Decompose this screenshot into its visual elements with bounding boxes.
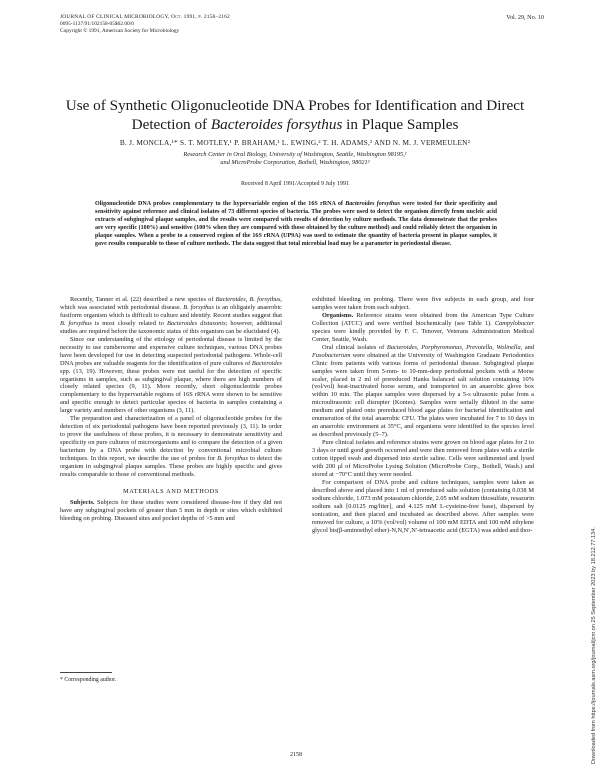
text-run: Since our understanding of the etiology of periodontal disease is limited by the necessity to use cumbersome and expensive culture techniques, various DNA probes have been developed for use in detecting suspected periodontal pathogens. Whole-cell DNA probes are valuable reagents for the identification of pure cultures of (60, 335, 282, 367)
organism-name: Bacteroides distasonis (167, 319, 226, 327)
organism-name: Porphyromonas (421, 343, 462, 351)
organism-name: B. forsythus (60, 319, 92, 327)
affiliations (60, 151, 530, 167)
text-run: ; however, additional studies are required before the taxonomic status of this organism can be elucidated (4). (60, 319, 283, 335)
author-list: B. J. MONCLA,¹* S. T. MOTLEY,¹ P. BRAHAM,¹ L. EWING,² T. H. ADAMS,² AND N. M. J. VERMEULEN² (119, 138, 471, 147)
corresponding-author-footnote: * Corresponding author. (60, 677, 117, 683)
clinical-isolates-paragraph (312, 344, 534, 439)
title-part-2: in Plaque Samples (342, 116, 459, 133)
text-run: were obtained at the University of Washington Graduate Periodontics Clinic from patients with various forms of periodontal disease. Subgingival plaque samples were taken from 5-mm- to 10-mm-deep periodontal pockets with a Morse scaler, placed in 2 ml of prereduced Hanks balanced salt solution containing 10% (vol/vol) heat-inactivated horse serum, and transported to an anaerobic glove box within 10 min. The plaque samples were dispersed by a 5-s ultrasonic pulse from a microultrasonic cell disrupter (Kontes). Samples were serially diluted in the same medium and plated onto prereduced blood agar plates for bacterial identification and enumeration of the total anaerobic CFU. The plates were incubated for 7 to 10 days in an anaerobic environment at 35°C, and organisms were identified to the species level as described previously (5–7). (312, 351, 534, 439)
affiliation-line-1: Research Center in Oral Biology, University of Washington, Seattle, Washington 98195,¹ (183, 151, 407, 158)
journal-citation: JOURNAL OF CLINICAL MICROBIOLOGY, Oct. 1991, p. 2158–2162 (60, 14, 230, 20)
intro-paragraph-2 (60, 336, 282, 416)
organism-name: Bacteroides (215, 296, 246, 303)
text-run: Reference strains were obtained from the American Type Culture Collection (ATCC) and were verified biochemically (see Table 1). (312, 311, 534, 327)
organism-name: Campylobacter (494, 319, 534, 327)
title-organism: Bacteroides forsythus (210, 116, 343, 133)
text-run: The preparation and characterization of a panel of oligonucleotide probes for the detection of six periodontal pathogens have been reported previously (3, 11). In order to prove the usefulness of these probes, it is necessary to demonstrate sensitivity and specificity on pure cultures of microorganisms and to compare the detection of a given bacterium by a DNA probe with detection by conventional microbial culture techniques. In this report, we describe the use of probes for (60, 415, 282, 463)
comparison-paragraph: For comparison of DNA probe and culture techniques, samples were taken as described above and placed into 1 ml of prereduced salts solution (containing 0.038 M sodium chloride, 1.073 mM potassium chloride, 2.05 mM sodium thiosulfate, resazurin sodium salt [0.0125 mg/liter], and 4.125 mM L-cysteine-free base), dispersed by sonication, and then placed and incubated as described above. After samples were removed for culture, a 10% (vol/vol) volume of 100 mM EDTA and 100 mM ethylene glycol bis(β-aminoethyl ether)-N,N,N′,N′-tetraacetic acid (EGTA) was added and thor- (312, 478, 534, 534)
abstract-part-2: were tested for their specificity and sensitivity against reference and clinical isolates of 73 different species of bacteria. The probes were used to detect the organism directly from nucleic acid extracts of subgingival plaque samples, and the results were compared with results of detection by culture methods. The data demonstrate that the probes are very specific (100%) and sensitive (100% when they are compared with those obtained by the culture method) and could reliably detect the organism in plaque samples. When a probe to a conserved region of the 16S rRNA (UP9A) was used to estimate the quantity of bacteria present in plaque samples, it gave results comparable to those of culture methods. The data suggest that total microbial load may be a parameter in periodontal disease. (95, 201, 497, 247)
footnote-divider (60, 672, 112, 673)
abstract-organism: Bacteroides forsythus (345, 201, 400, 207)
organism-name: B. forsythus (217, 455, 248, 463)
text-run: , and (520, 343, 535, 351)
continued-paragraph: exhibited bleeding on probing. There were five subjects in each group, and four samples were taken from each subject. (312, 296, 534, 311)
download-watermark: Downloaded from https://journals.asm.org/journal/jcm on 25 September 2023 by 18.212.77.134. (591, 527, 597, 764)
volume-issue: Vol. 29, No. 10 (506, 14, 544, 21)
title-part-1: Use of Synthetic Oligonucleotide DNA Probes for Identification and Direct Detection of (65, 97, 525, 133)
affiliation-line-2: and MicroProbe Corporation, Bothell, Washington, 98021² (220, 159, 370, 166)
section-heading-methods: MATERIALS AND METHODS (122, 487, 220, 495)
intro-paragraph-3 (60, 415, 282, 479)
abstract-part-1: Oligonucleotide DNA probes complementary to the hypervariable region of the 16S rRNA of (95, 201, 346, 207)
organisms-label: Organisms. (322, 311, 354, 319)
text-run: , (492, 343, 497, 351)
subjects-label: Subjects. (70, 498, 95, 506)
organism-name: Wolinella (496, 343, 521, 351)
organism-name: B. forsythus (183, 303, 214, 311)
text-run: , which was associated with periodontal disease. (60, 296, 283, 311)
article-title (40, 96, 550, 134)
organism-name: Fusobacterium (312, 351, 351, 359)
left-column (60, 296, 282, 523)
organism-name: Bacteroides (251, 359, 282, 367)
received-dates: Received 8 April 1991/Accepted 9 July 1991 (241, 181, 349, 187)
text-run: , (416, 343, 422, 351)
page-number: 2158 (290, 752, 302, 758)
text-run: species were kindly provided by F. C. Tenover, Veterans Administration Medical Center, Seattle, Wash. (312, 327, 534, 343)
text-run: , (461, 343, 467, 351)
text-run: , (245, 296, 250, 303)
intro-paragraph-1 (60, 296, 282, 336)
right-column (312, 296, 534, 535)
issn-line: 0095-1137/91/102158-05$02.00/0 (60, 21, 134, 28)
text-run: Recently, Tanner et al. (22) described a new species of (70, 296, 216, 303)
pure-isolates-paragraph: Pure clinical isolates and reference strains were grown on blood agar plates for 2 to 3 days or until good growth occurred and were then removed from plates with a sterile cotton tipped swab and dispersed into sterile saline. Cells were sedimented and lysed with 200 μl of MicroProbe Lysing Solution (MicroProbe Corp., Bothell, Wash.) and stored at −70°C until they were needed. (312, 439, 534, 478)
text-run: to detect the organism in subgingival plaque samples. These probes are highly specific and gives results comparable to those of conventional methods. (60, 455, 282, 478)
abstract (95, 200, 497, 248)
organism-name: Prevotella (466, 343, 493, 351)
organism-name: B. forsythus (249, 296, 281, 303)
journal-header (60, 14, 230, 36)
text-run: Oral clinical isolates of (322, 343, 387, 351)
text-run: Subjects for these studies were considered disease-free if they did not have any subgingival pockets of greater than 5 mm in depth or sites which exhibited bleeding on probing. Diseased sites and pocket depths of >5 mm and (60, 498, 282, 522)
text-run: spp. (13, 19). However, these probes were not useful for the detection of specific organisms in samples, such as subgingival plaque, where there are high numbers of closely related species (9, 11). More recently, short oligonucleotide probes complementary to the hypervariable regions of 16S rRNA were shown to be sensitive and specific enough to detect particular species of bacteria in samples containing a large variety and numbers of other organisms (3, 11). (60, 367, 282, 415)
text-run: is an obligately anaerobic fusiform organism which is difficult to culture and identify. Recent studies suggest that (60, 303, 282, 319)
organisms-paragraph (312, 312, 534, 344)
text-run: is most closely related to (91, 319, 168, 327)
organism-name: Bacteroides (386, 343, 417, 351)
copyright-line: Copyright © 1991, American Society for Microbiology (60, 28, 180, 35)
subjects-paragraph (60, 499, 282, 523)
